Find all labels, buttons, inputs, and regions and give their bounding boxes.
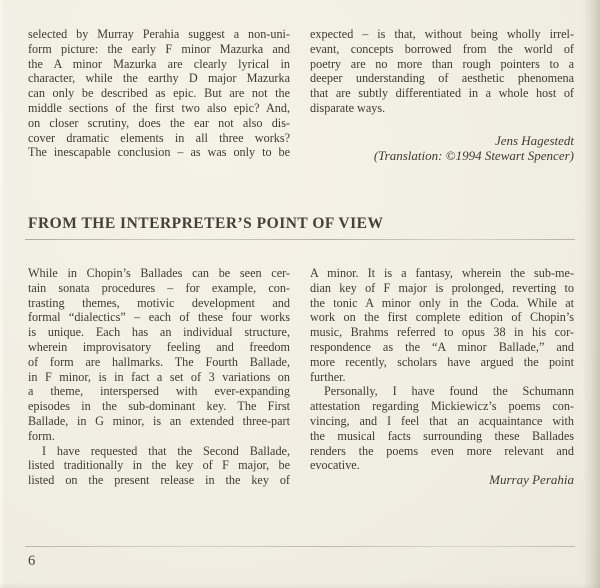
text-line: work on the first complete edition of Chopin’s: [310, 310, 574, 325]
text-line: selected by Murray Perahia suggest a non-uni-: [28, 27, 290, 41]
scan-edge-left: [0, 0, 5, 588]
text-line: The inescapable conclusion – as was only to be: [28, 145, 290, 160]
text-line: on closer scrutiny, does the ear not also dis-: [28, 115, 290, 130]
text-line: can only be described as epic. But are not the: [28, 86, 290, 101]
paragraph: [28, 27, 290, 160]
author-credit-block: [310, 133, 574, 164]
text-line: character, while the earthy D major Mazurka: [28, 71, 290, 86]
scan-edge-bottom: [0, 582, 600, 588]
text-line: I have requested that the Second Ballade,: [42, 443, 290, 458]
text-line: trasting themes, motivic development and: [28, 295, 290, 310]
intro-column-left: [28, 27, 290, 160]
page-number: 6: [28, 553, 36, 569]
text-line: deeper understanding of aesthetic phenomena: [310, 71, 574, 86]
text-line: the tonic A minor only in the Coda. While at: [310, 295, 574, 310]
text-line: While in Chopin’s Ballades can be seen cer-: [28, 266, 290, 280]
text-line: more recently, scholars have argued the point: [310, 354, 574, 369]
paragraph: [310, 266, 574, 473]
text-line: listed on the present release in the key of: [28, 473, 290, 488]
text-line: vincing, and I feel that an acquaintance with: [310, 413, 574, 428]
text-line: in F minor, is in fact a set of 3 variations on: [28, 369, 290, 384]
text-line: music, Brahms referred to opus 38 in his cor-: [310, 325, 574, 340]
paragraph: [310, 27, 574, 116]
text-line: respondence as the “A minor Ballade,” and: [310, 339, 574, 354]
text-line: cover dramatic elements in all three works?: [28, 130, 290, 145]
text-line: is unique. Each has an individual structure,: [28, 325, 290, 340]
text-line: disparate ways.: [310, 100, 386, 115]
text-line: form picture: the early F minor Mazurka and: [28, 41, 290, 56]
text-line: poetry are no more than rough pointers to a: [310, 56, 574, 71]
author-signature: Murray Perahia: [489, 472, 574, 488]
text-line: a theme, interspersed with ever-expanding: [28, 384, 290, 399]
text-line: the musical facts surrounding these Ballades: [310, 428, 574, 443]
interpreter-column-right: [310, 266, 574, 488]
text-line: Personally, I have found the Schumann: [324, 384, 574, 399]
intro-column-right: [310, 27, 574, 164]
text-line: wherein improvisatory feeling and freedom: [28, 339, 290, 354]
text-line: form.: [28, 428, 55, 443]
text-line: A minor. It is a fantasy, wherein the sub-me-: [310, 266, 574, 280]
text-line: further.: [310, 369, 346, 384]
scan-edge-right: [582, 0, 600, 588]
text-line: middle sections of the first two also epic? And,: [28, 100, 290, 115]
author-signature: Jens Hagestedt: [494, 132, 574, 148]
text-line: episodes in the sub-dominant key. The First: [28, 399, 290, 414]
text-line: attestation regarding Mickiewicz’s poems con-: [310, 399, 574, 414]
text-line: of form are hallmarks. The Fourth Ballade,: [28, 354, 290, 369]
text-line: tain sonata procedures – for example, con-: [28, 280, 290, 295]
text-line: Ballade, in G minor, is an extended three-part: [28, 413, 290, 428]
text-line: renders the poems even more relevant and: [310, 443, 574, 458]
footer-divider: [25, 546, 575, 547]
text-line: evocative.: [310, 458, 360, 473]
text-line: that are subtly differentiated in a whole host of: [310, 86, 574, 101]
text-line: the A minor Mazurka are clearly lyrical in: [28, 56, 290, 71]
text-line: evant, concepts borrowed from the world of: [310, 41, 574, 56]
text-line: dian key of F major is prolonged, reverting to: [310, 280, 574, 295]
translator-credit: (Translation: ©1994 Stewart Spencer): [373, 148, 574, 164]
text-line: listed traditionally in the key of F major, be: [28, 458, 290, 473]
text-line: formal “dialectics” – each of these four works: [28, 310, 290, 325]
paragraph: [28, 266, 290, 488]
text-line: expected – is that, without being wholly irrel-: [310, 27, 574, 41]
interpreter-column-left: [28, 266, 290, 488]
heading-divider: [25, 239, 575, 240]
section-heading: FROM THE INTERPRETER’S POINT OF VIEW: [28, 215, 384, 232]
